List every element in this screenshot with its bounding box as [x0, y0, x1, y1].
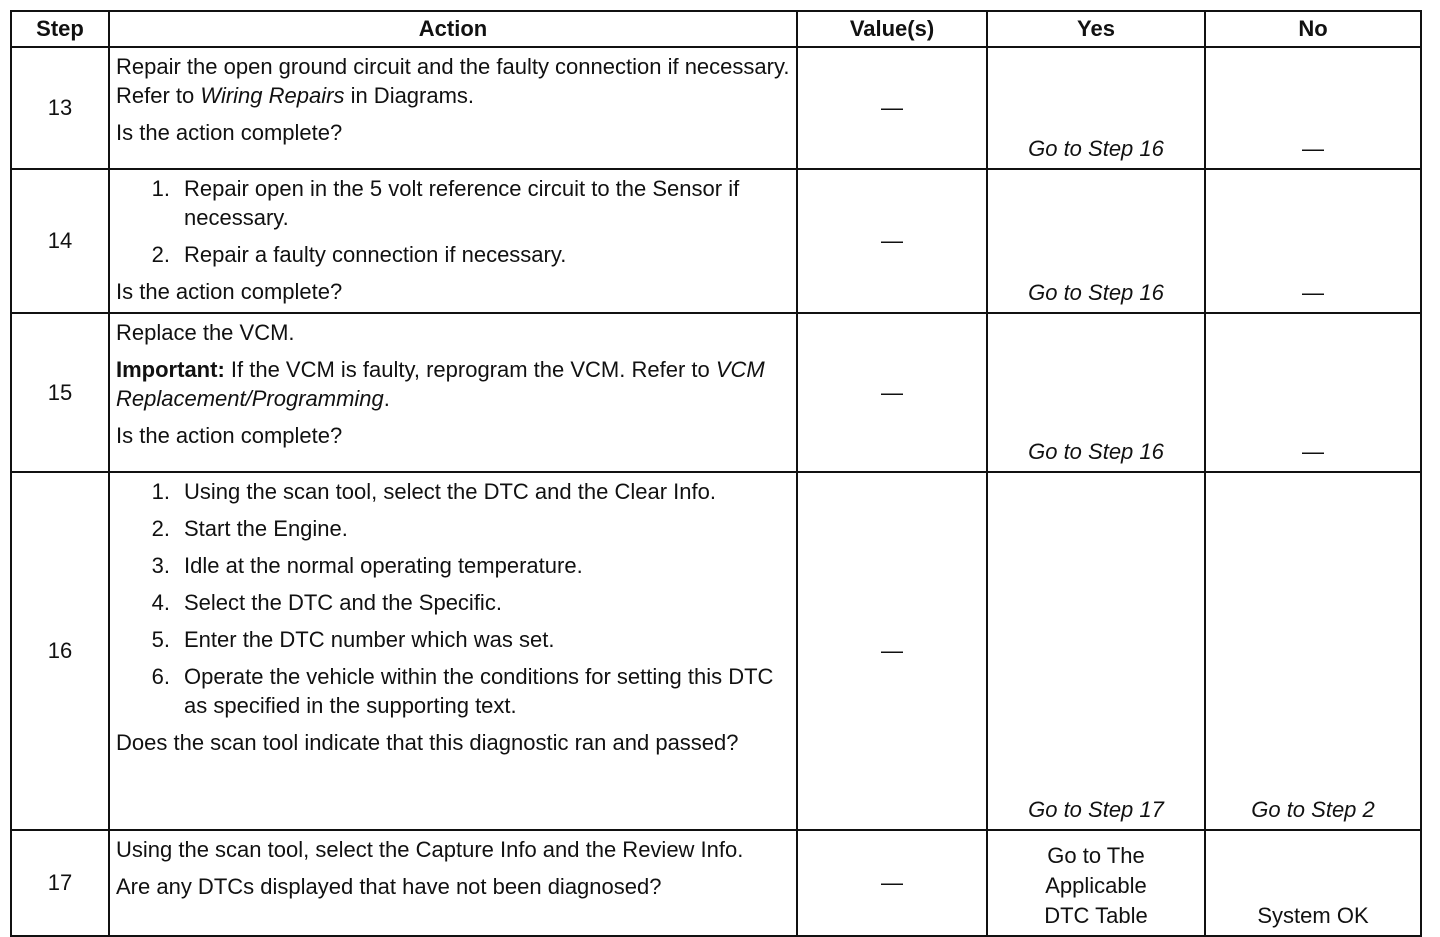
list-item-text: Start the Engine.	[184, 516, 348, 541]
header-step: Step	[11, 11, 109, 47]
list-item-text: Repair open in the 5 volt reference circuit to the Sensor if necessary.	[184, 176, 740, 230]
action-text-part: .	[383, 386, 390, 411]
list-item-number: 3.	[151, 553, 170, 578]
action-cell	[109, 47, 797, 169]
list-item	[116, 240, 790, 269]
action-question: Are any DTCs displayed that have not been diagnosed?	[116, 874, 662, 899]
action-text	[116, 52, 790, 110]
list-item-text: Idle at the normal operating temperature.	[184, 553, 583, 578]
header-no: No	[1205, 11, 1421, 47]
action-question: Does the scan tool indicate that this diagnostic ran and passed?	[116, 730, 739, 755]
list-item-number: 6.	[151, 664, 170, 689]
list-item-number: 1.	[151, 479, 170, 504]
yes-cell: Go to Step 16	[987, 313, 1205, 472]
header-row	[11, 11, 1421, 47]
yes-line: Go to The	[1047, 843, 1145, 868]
value-cell: —	[797, 313, 987, 472]
action-cell	[109, 169, 797, 313]
header-action: Action	[109, 11, 797, 47]
yes-cell: Go to Step 16	[987, 169, 1205, 313]
action-cell	[109, 472, 797, 830]
value-cell: —	[797, 472, 987, 830]
list-item-text: Select the DTC and the Specific.	[184, 590, 502, 615]
no-cell: Go to Step 2	[1205, 472, 1421, 830]
list-item-number: 4.	[151, 590, 170, 615]
list-item-text: Using the scan tool, select the DTC and the Clear Info.	[184, 479, 716, 504]
table-row	[11, 472, 1421, 830]
yes-cell: Go to Step 17	[987, 472, 1205, 830]
header-values: Value(s)	[797, 11, 987, 47]
list-item-number: 2.	[151, 516, 170, 541]
list-item-number: 2.	[151, 242, 170, 267]
reference-link: Wiring Repairs	[200, 83, 345, 108]
yes-cell	[987, 830, 1205, 936]
important-note	[116, 355, 790, 413]
list-item	[116, 625, 790, 654]
list-item-text: Repair a faulty connection if necessary.	[184, 242, 567, 267]
action-question: Is the action complete?	[116, 279, 343, 304]
table-row	[11, 313, 1421, 472]
step-number: 16	[11, 472, 109, 830]
action-cell	[109, 830, 797, 936]
yes-line: Applicable	[1045, 873, 1147, 898]
action-cell	[109, 313, 797, 472]
no-cell: —	[1205, 169, 1421, 313]
yes-line: DTC Table	[1044, 903, 1148, 928]
list-item-number: 1.	[151, 176, 170, 201]
no-cell: System OK	[1205, 830, 1421, 936]
list-item	[116, 588, 790, 617]
no-cell: —	[1205, 313, 1421, 472]
action-question: Is the action complete?	[116, 423, 343, 448]
list-item-text: Enter the DTC number which was set.	[184, 627, 555, 652]
list-item-number: 5.	[151, 627, 170, 652]
action-text-part: in Diagrams.	[344, 83, 475, 108]
no-cell: —	[1205, 47, 1421, 169]
action-text-part: Repair the open ground circuit and the faulty connection if necessary. Refer to	[116, 54, 790, 108]
action-text-part: If the VCM is faulty, reprogram the VCM. Refer to	[224, 357, 716, 382]
step-number: 14	[11, 169, 109, 313]
action-text: Replace the VCM.	[116, 320, 295, 345]
action-question: Is the action complete?	[116, 120, 343, 145]
action-text: Using the scan tool, select the Capture Info and the Review Info.	[116, 837, 744, 862]
step-number: 15	[11, 313, 109, 472]
table-row	[11, 169, 1421, 313]
step-number: 13	[11, 47, 109, 169]
list-item	[116, 174, 790, 232]
value-cell: —	[797, 47, 987, 169]
yes-cell: Go to Step 16	[987, 47, 1205, 169]
value-cell: —	[797, 830, 987, 936]
list-item-text: Operate the vehicle within the conditions for setting this DTC as specified in the supporting text.	[184, 664, 774, 718]
list-item	[116, 662, 790, 720]
reference-link: VCM Replacement/Programming	[116, 357, 765, 411]
table-row	[11, 47, 1421, 169]
important-label: Important:	[116, 357, 225, 382]
list-item	[116, 514, 790, 543]
diagnostic-table	[10, 10, 1422, 937]
list-item	[116, 477, 790, 506]
list-item	[116, 551, 790, 580]
table-row	[11, 830, 1421, 936]
step-number: 17	[11, 830, 109, 936]
header-yes: Yes	[987, 11, 1205, 47]
value-cell: —	[797, 169, 987, 313]
